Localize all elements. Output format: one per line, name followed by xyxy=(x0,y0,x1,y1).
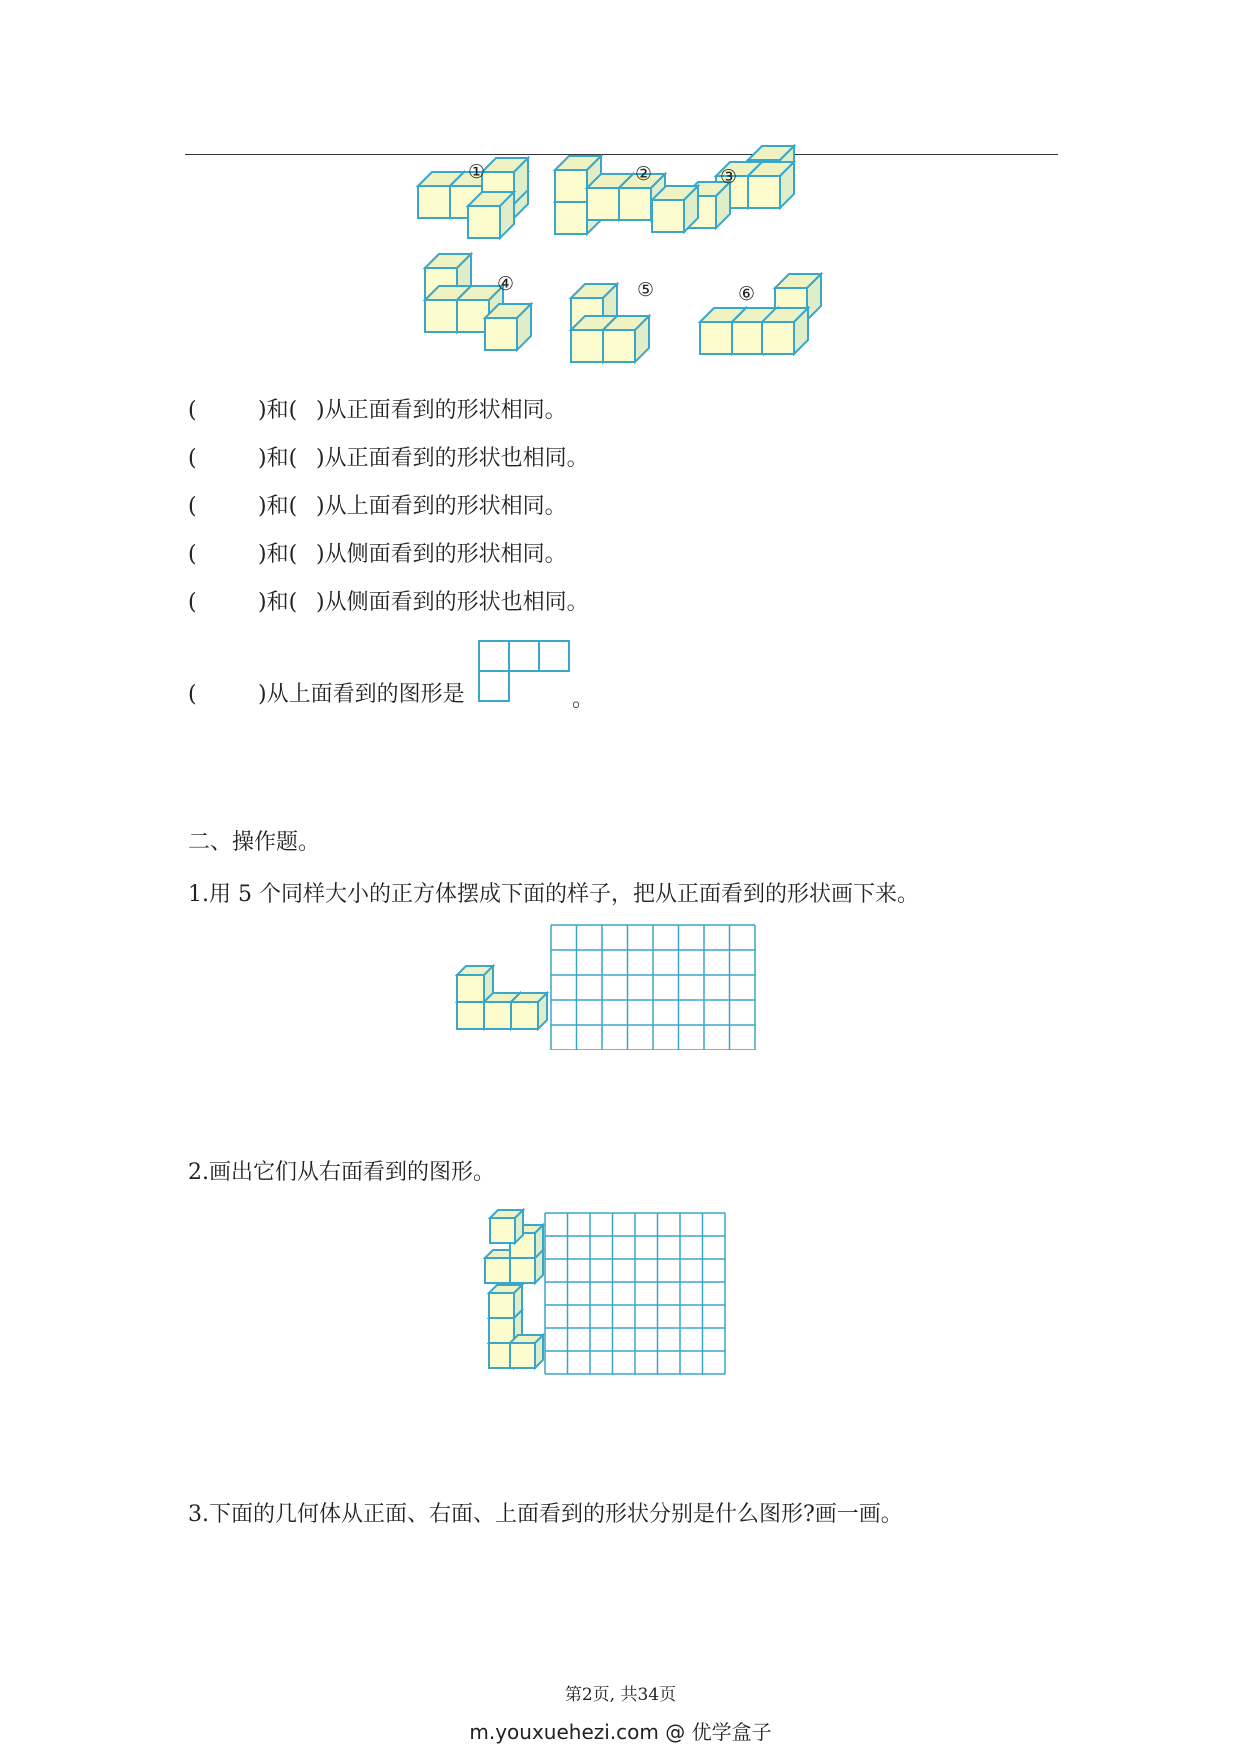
question-line-2: ( )和( )从正面看到的形状也相同。 xyxy=(188,446,589,471)
cube-face xyxy=(457,1002,484,1029)
cube-face xyxy=(732,322,764,354)
page-number: 第2页, 共34页 xyxy=(564,1685,677,1705)
section2-q2: 2.画出它们从右面看到的图形。 xyxy=(188,1160,495,1185)
cube-face xyxy=(485,318,517,350)
figure-label-2: ② xyxy=(635,163,653,185)
q2-figure xyxy=(475,1198,765,1393)
question-line-5: ( )和( )从侧面看到的形状也相同。 xyxy=(188,590,589,615)
cube-face xyxy=(571,330,603,362)
question-line-1: ( )和( )从正面看到的形状相同。 xyxy=(188,398,567,423)
cube-face xyxy=(489,1293,514,1318)
question-line-4: ( )和( )从侧面看到的形状相同。 xyxy=(188,542,567,567)
cube-face xyxy=(555,170,587,202)
q1-figure xyxy=(455,915,785,1050)
figure-label-5: ⑤ xyxy=(637,279,655,301)
cube-face xyxy=(587,188,619,220)
top-view-end: 。 xyxy=(572,687,595,712)
cube-face xyxy=(485,1258,510,1283)
figure-label-4: ④ xyxy=(497,273,515,295)
figure-label-1: ① xyxy=(468,161,486,183)
cube-face xyxy=(510,1343,535,1368)
cube-face xyxy=(603,330,635,362)
cube-face xyxy=(489,1318,514,1343)
question-line-3: ( )和( )从上面看到的形状相同。 xyxy=(188,494,567,519)
cube-face xyxy=(748,176,780,208)
figure-label-3: ③ xyxy=(720,166,738,188)
cube-face xyxy=(490,1218,515,1243)
cube-face xyxy=(418,186,450,218)
cube-face xyxy=(762,322,794,354)
cube-face xyxy=(457,975,484,1002)
section2-title: 二、操作题。 xyxy=(188,830,321,855)
cube-figures xyxy=(0,0,1241,380)
site-watermark: m.youxuehezi.com @ 优学盒子 xyxy=(469,1720,772,1744)
top-view-question: ( )从上面看到的图形是 xyxy=(188,682,465,707)
cube-face xyxy=(619,188,651,220)
section2-q3: 3.下面的几何体从正面、右面、上面看到的形状分别是什么图形?画一画。 xyxy=(188,1502,903,1527)
cube-face xyxy=(510,1258,535,1283)
figure-label-6: ⑥ xyxy=(738,283,756,305)
section2-q1: 1.用 5 个同样大小的正方体摆成下面的样子，把从正面看到的形状画下来。 xyxy=(188,882,919,907)
cube-face xyxy=(511,1002,538,1029)
cube-face xyxy=(468,206,500,238)
cube-face xyxy=(484,1002,511,1029)
top-view-shape xyxy=(478,640,574,706)
cube-face xyxy=(555,202,587,234)
cube-face xyxy=(700,322,732,354)
cube-face xyxy=(425,300,457,332)
cube-face xyxy=(652,200,684,232)
